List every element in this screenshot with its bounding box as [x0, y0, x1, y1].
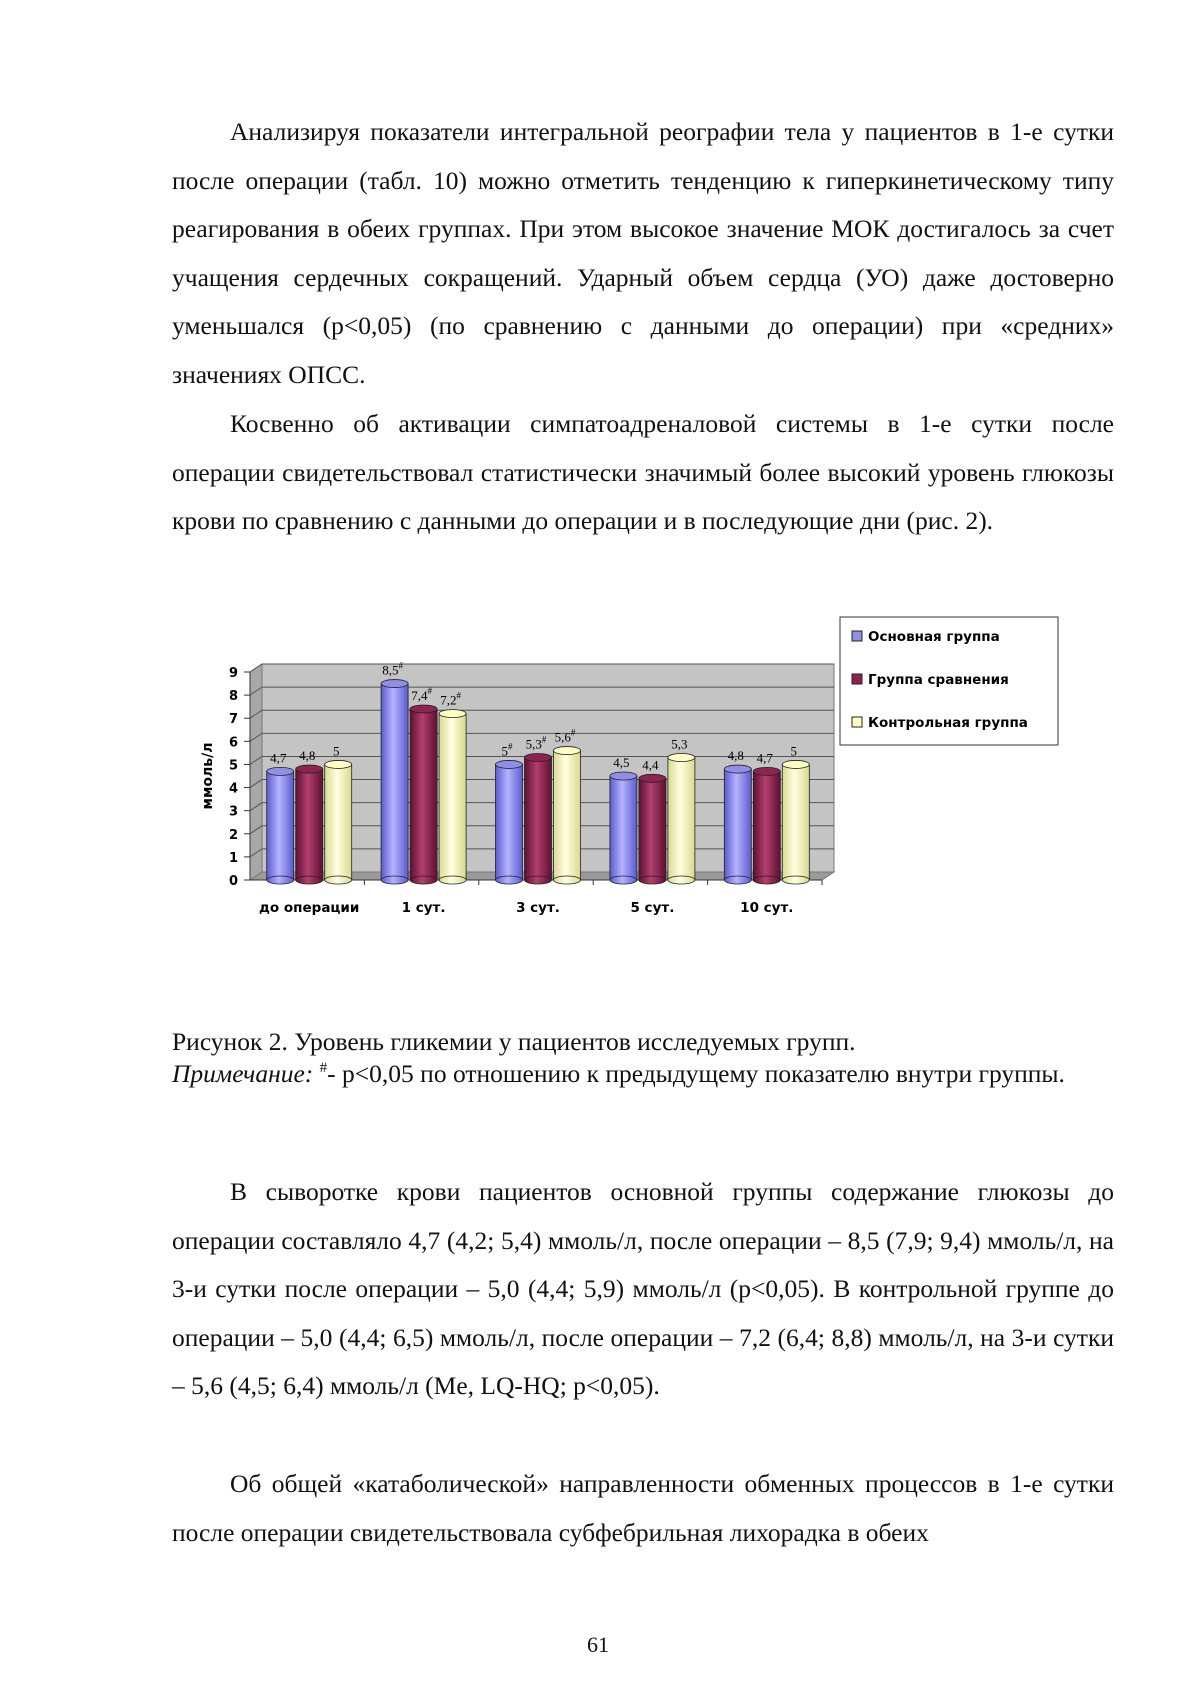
plot-side-wall [250, 664, 262, 880]
bar-base [296, 876, 323, 884]
paragraph-3: В сыворотке крови пациентов основной группы содержание глюкозы до операции составляло 4,7 (4,2; 5,4) ммоль/л, после операции – 8,5 (7,9; 9,4) ммоль/л, на 3-и сутки после операции – 5,0 (4,4; 5,9) ммоль/л (р<0,05). В контрольной группе до операции – 5,0 (4,4; 6,5) ммоль/л, после операции – 7,2 (6,4; 8,8) ммоль/л, на 3-и сутки – 5,6 (4,5; 6,4) ммоль/л (Me, LQ-HQ; р<0,05). [172, 1177, 1114, 1400]
bar-cap [439, 710, 466, 718]
y-tick-label: 1 [228, 850, 238, 866]
paragraph-1: Анализируя показатели интегральной реографии тела у пациентов в 1-е сутки после операции (табл. 10) можно отметить тенденцию к гиперкинетическому типу реагирования в обеих группах. При этом высокое значение МОК достигалось за счет учащения сердечных сокращений. Ударный объем сердца (УО) даже достоверно уменьшался (р<0,05) (по сравнению с данными до операции) при «средних» значениях ОПСС. [172, 117, 1114, 389]
bar-cap [296, 765, 323, 773]
bar-base [439, 876, 466, 884]
bar-cap [267, 767, 294, 775]
significance-mark: # [427, 685, 432, 696]
bar-cap [496, 760, 523, 768]
bar [554, 751, 581, 880]
x-category-label: 3 сут. [516, 900, 560, 916]
significance-mark: # [570, 727, 576, 738]
bar [782, 764, 809, 880]
data-label: 8,5# [382, 660, 403, 678]
x-category-label: до операции [259, 900, 360, 916]
bar-cap [724, 765, 751, 773]
y-tick-label: 0 [228, 874, 238, 889]
data-label: 5,3# [525, 734, 547, 752]
bar [639, 778, 666, 880]
bar-cap [554, 747, 581, 755]
bar-cap [325, 760, 352, 768]
bar [668, 758, 695, 880]
bar [296, 769, 323, 880]
y-tick-label: 2 [228, 827, 238, 843]
bar-base [782, 876, 809, 884]
figure-note [172, 1058, 1114, 1090]
bar [525, 758, 552, 880]
bar [496, 764, 523, 880]
y-tick-label: 6 [228, 735, 238, 751]
x-category-label: 10 сут. [740, 900, 794, 916]
data-label: 4,8 [299, 748, 316, 764]
bar [325, 764, 352, 880]
data-label: 4,8 [727, 748, 744, 764]
legend-swatch [852, 717, 862, 727]
bar-base [668, 876, 695, 884]
paragraph-2: Косвенно об активации симпатоадреналовой системы в 1-е сутки после операции свидетельствовал статистически значимый более высокий уровень глюкозы крови по сравнению с данными до операции и в последующие дни (рис. 2). [172, 409, 1114, 535]
bar-cap [782, 760, 809, 768]
paragraph-4: Об общей «катаболической» направленности обменных процессов в 1-е сутки после операции свидетельствовала субфебрильная лихорадка в обеих [172, 1469, 1114, 1547]
legend-swatch [852, 631, 862, 641]
note-mark: # [319, 1060, 328, 1076]
bar-cap [753, 767, 780, 775]
glycemia-chart [190, 629, 1070, 940]
bar-cap [639, 774, 666, 782]
significance-mark: # [508, 741, 513, 752]
bar [410, 709, 437, 880]
data-label: 4,7 [756, 750, 773, 766]
data-label: 4,4 [642, 757, 659, 773]
data-label: 5,3 [671, 736, 688, 752]
legend-swatch [852, 674, 862, 684]
bar [267, 771, 294, 880]
y-tick-label: 8 [228, 689, 238, 705]
x-category-label: 1 сут. [401, 900, 446, 916]
bar-cap [668, 754, 695, 762]
y-tick-label: 9 [228, 666, 238, 681]
bar-cap [381, 680, 408, 688]
y-axis-label: ммоль/л [200, 742, 216, 810]
bar-base [410, 876, 437, 884]
y-tick-label: 4 [228, 781, 238, 797]
y-tick-label: 3 [228, 804, 238, 820]
legend-label: Основная группа [868, 629, 1000, 645]
bar-base [610, 876, 637, 884]
significance-mark: # [398, 660, 403, 671]
data-label: 5 [790, 743, 798, 759]
figure-caption: Рисунок 2. Уровень гликемии у пациентов исследуемых групп. [172, 1027, 856, 1056]
legend-label: Контрольная группа [868, 715, 1028, 731]
bar [610, 776, 637, 880]
bar-base [325, 876, 352, 884]
legend-label: Группа сравнения [868, 672, 1009, 688]
bar [753, 771, 780, 880]
bar-cap [525, 754, 552, 762]
data-label: 5# [501, 741, 513, 759]
y-tick-label: 5 [228, 758, 238, 774]
data-label: 5,6# [554, 727, 576, 745]
bar-base [724, 876, 751, 884]
bar-cap [410, 705, 437, 713]
bar [381, 684, 408, 880]
data-label: 7,4# [411, 685, 432, 703]
bar-base [753, 876, 780, 884]
bar-base [554, 876, 581, 884]
bar-base [639, 876, 666, 884]
bar [439, 714, 466, 880]
bar-base [267, 876, 294, 884]
bar-base [496, 876, 523, 884]
data-label: 4,7 [270, 750, 287, 766]
x-category-label: 5 сут. [630, 900, 675, 916]
bar-base [525, 876, 552, 884]
note-text: - р<0,05 по отношению к предыдущему показателю внутри группы. [327, 1059, 1065, 1088]
bar-cap [610, 772, 637, 780]
bar [724, 769, 751, 880]
y-tick-label: 7 [228, 712, 238, 728]
significance-mark: # [541, 734, 547, 745]
note-label: Примечание: [172, 1059, 314, 1088]
significance-mark: # [456, 690, 461, 701]
page-number: 61 [587, 1632, 609, 1657]
data-label: 5 [332, 743, 340, 759]
data-label: 4,5 [613, 755, 630, 770]
data-label: 7,2# [440, 690, 461, 708]
bar-base [381, 876, 408, 884]
